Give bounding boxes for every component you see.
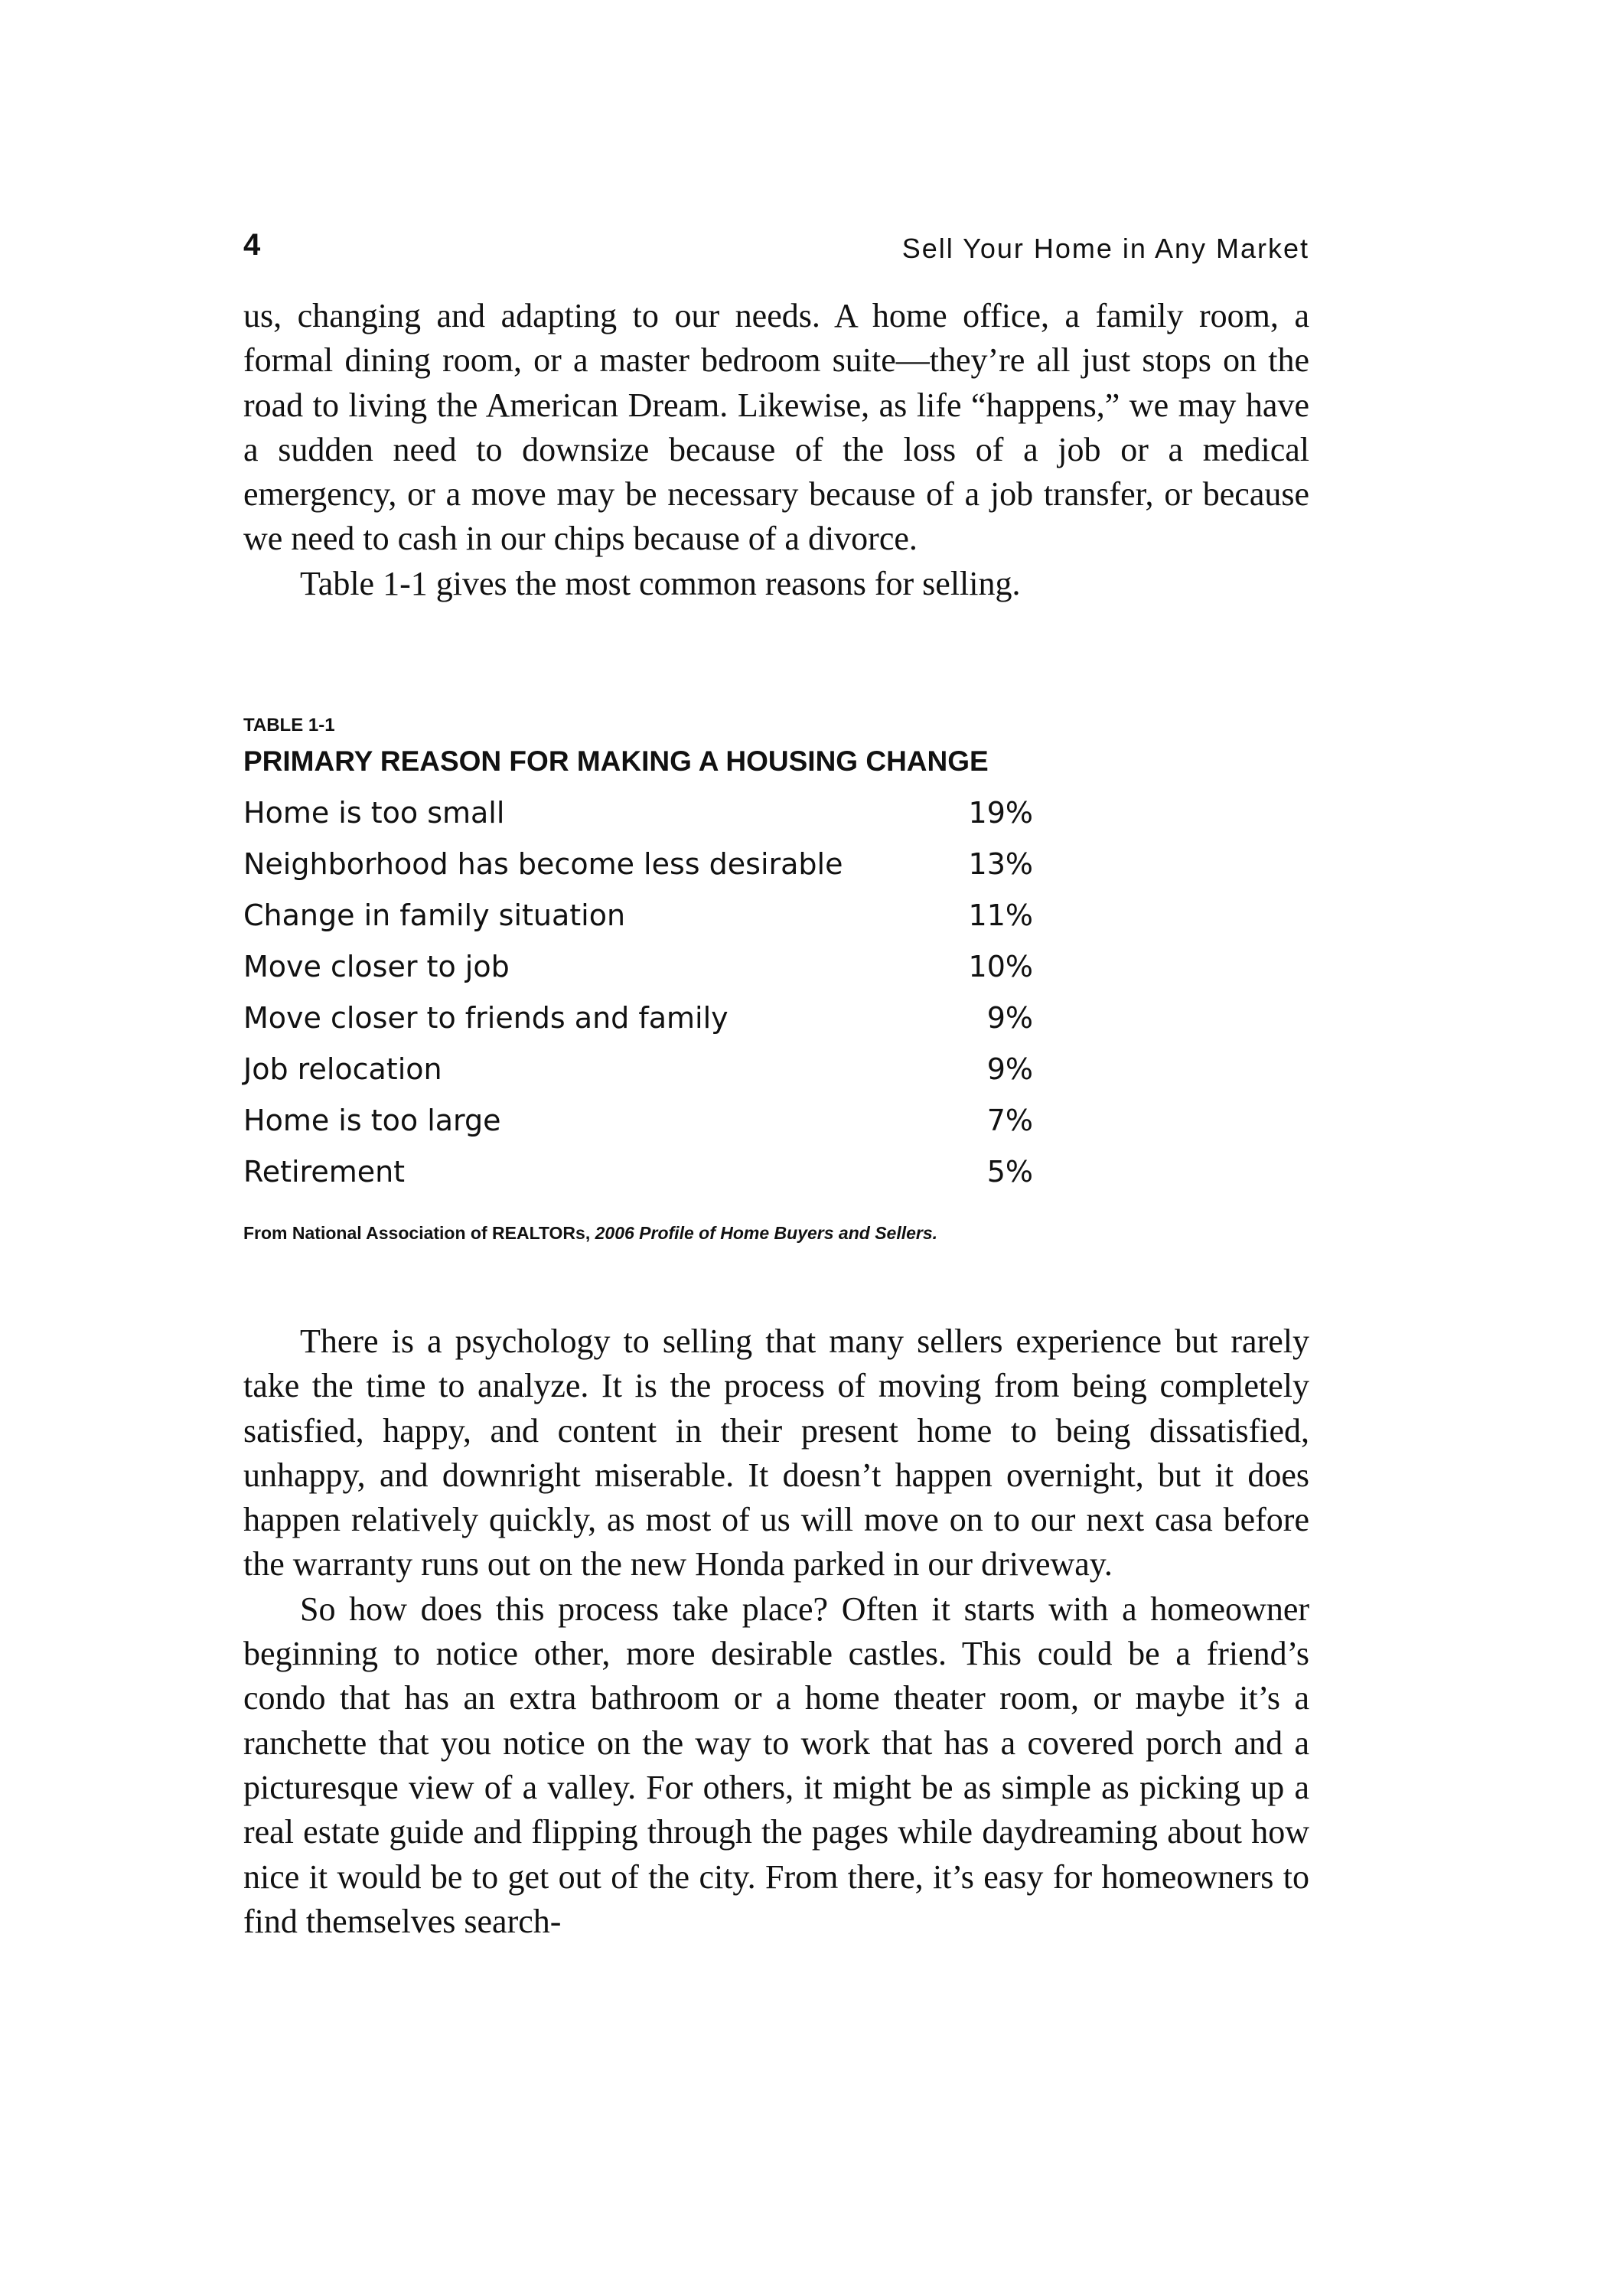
table-title: PRIMARY REASON FOR MAKING A HOUSING CHANGE xyxy=(243,745,989,777)
table-row xyxy=(243,841,1085,892)
table-row xyxy=(243,1046,1085,1097)
table-cell-reason: Home is too large xyxy=(243,1104,501,1137)
table-cell-percent: 13% xyxy=(968,847,1033,881)
body-paragraph: Table 1-1 gives the most common reasons for selling. xyxy=(300,564,1021,602)
source-title: 2006 Profile of Home Buyers and Sellers. xyxy=(595,1223,938,1243)
table-cell-reason: Change in family situation xyxy=(243,899,626,932)
table-cell-percent: 19% xyxy=(968,796,1033,830)
table-cell-reason: Move closer to friends and family xyxy=(243,1001,729,1035)
table-cell-percent: 5% xyxy=(986,1155,1033,1189)
table-cell-reason: Job relocation xyxy=(243,1052,442,1086)
table-label: TABLE 1-1 xyxy=(243,715,335,735)
table-cell-percent: 7% xyxy=(986,1104,1033,1137)
running-head: Sell Your Home in Any Market xyxy=(901,233,1309,264)
table-row xyxy=(243,944,1085,995)
body-paragraph: There is a psychology to selling that many sellers experience but rarely take the time to analyze. It is the process of moving from being completely satisfied, happy, and content in their present home to being dissatisfied, unhappy, and downright miserable. It doesn’t happen overnight, but it does happen relatively quickly, as most of us will move on to our next casa before the warranty runs out on the new Honda parked in our driveway. xyxy=(243,1322,1309,1583)
table-cell-percent: 10% xyxy=(968,950,1033,983)
table-row xyxy=(243,790,1085,841)
table-row xyxy=(243,1149,1085,1200)
table-cell-percent: 9% xyxy=(986,1001,1033,1035)
body-paragraph: So how does this process take place? Often it starts with a homeowner beginning to notice other, more desirable castles. This could be a friend’s condo that has an extra bathroom or a home theater room, or maybe it’s a ranchette that you notice on the way to work that has a covered porch and a picturesque view of a valley. For others, it might be as simple as picking up a real estate guide and flipping through the pages while daydreaming about how nice it would be to get out of the city. From there, it’s easy for homeowners to find themselves search- xyxy=(243,1590,1309,1940)
body-paragraph: us, changing and adapting to our needs. A home office, a family room, a formal dining room, or a master bedroom suite—they’re all just stops on the road to living the American Dream. Likewise, as life “happens,” we may have a sudden need to downsize because of the loss of a job or a medical emergency, or a move may be necessary because of a job transfer, or because we need to cash in our chips because of a divorce. xyxy=(243,297,1309,558)
table-cell-reason: Retirement xyxy=(243,1155,406,1189)
table-cell-percent: 9% xyxy=(986,1052,1033,1086)
source-prefix: From National Association of REALTORs, xyxy=(243,1223,595,1243)
table-row xyxy=(243,1097,1085,1149)
table-cell-percent: 11% xyxy=(968,899,1033,932)
reasons-table xyxy=(243,712,1085,1244)
bottom-text-block xyxy=(243,1319,1309,1944)
table-row xyxy=(243,892,1085,944)
page-number: 4 xyxy=(243,228,261,262)
table-row xyxy=(243,995,1085,1046)
table-cell-reason: Move closer to job xyxy=(243,950,510,983)
page-header xyxy=(243,228,1309,266)
table-cell-reason: Neighborhood has become less desirable xyxy=(243,847,843,881)
table-source-note xyxy=(243,1223,1085,1244)
table-cell-reason: Home is too small xyxy=(243,796,505,830)
top-text-block xyxy=(243,294,1309,606)
